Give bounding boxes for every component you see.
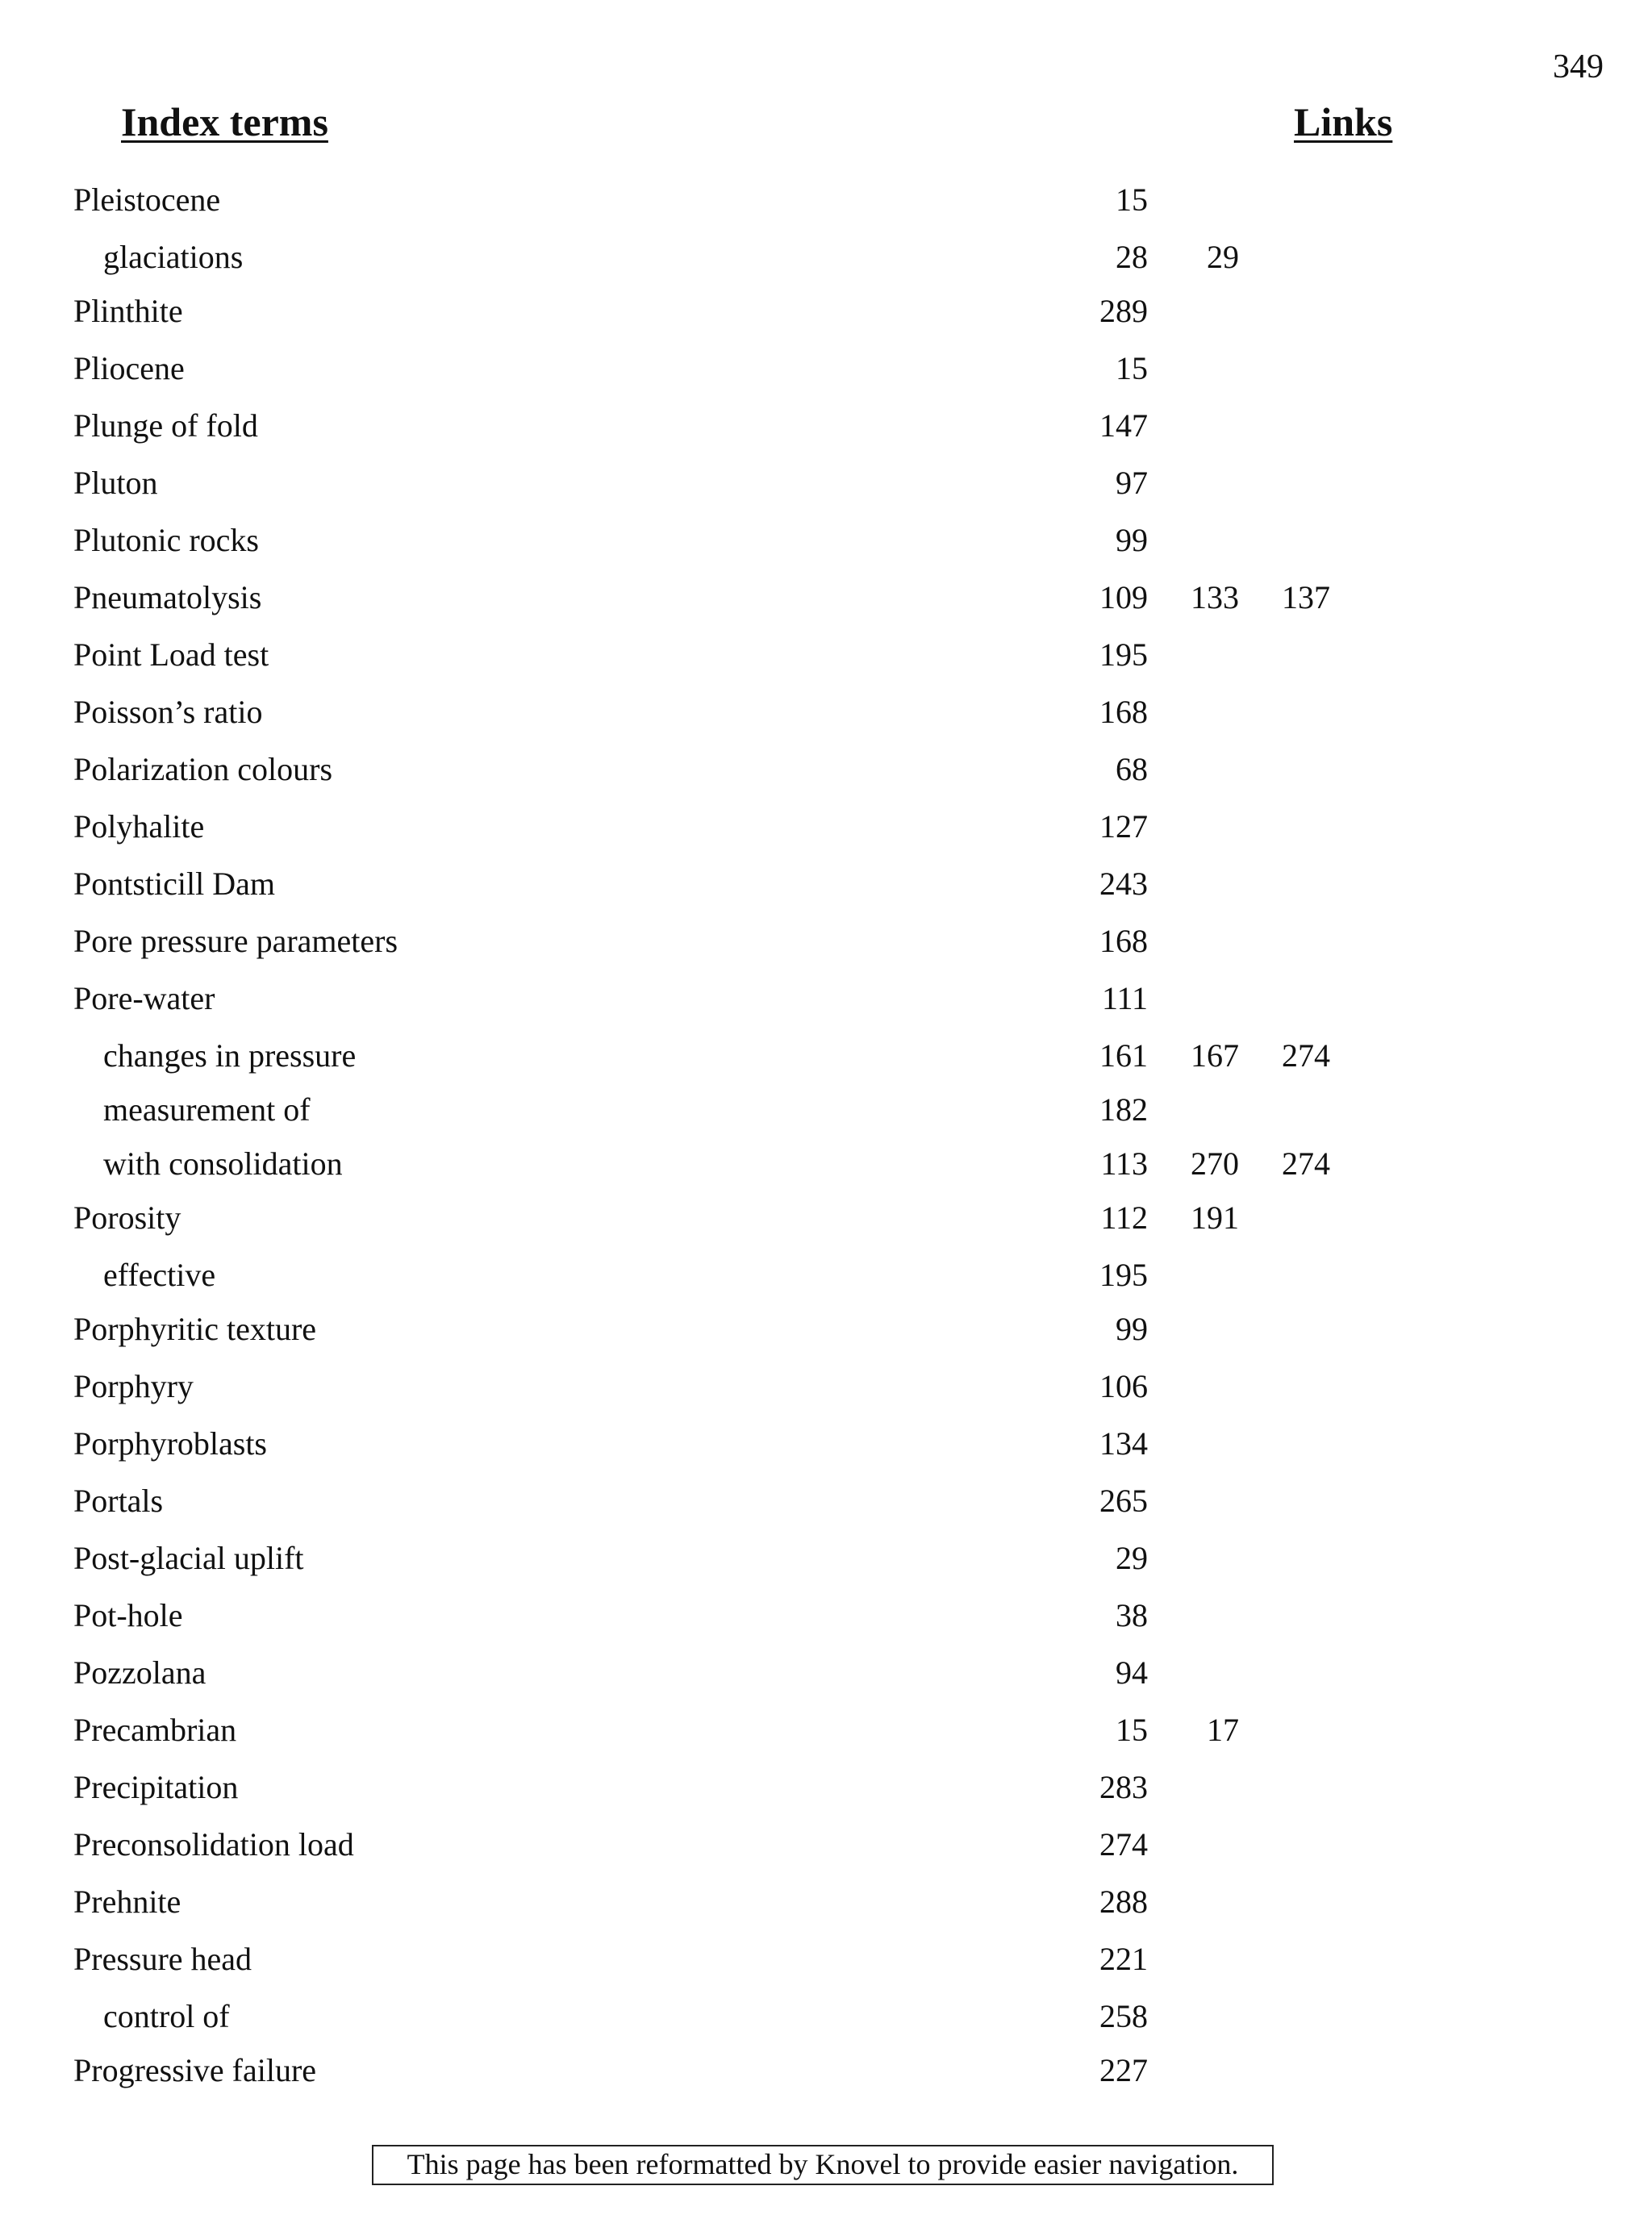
- page-link[interactable]: 137: [1282, 579, 1330, 615]
- page-link[interactable]: 274: [1282, 1145, 1330, 1182]
- index-term: measurement of: [103, 1091, 311, 1128]
- index-entry: [0, 176, 1652, 233]
- index-subentry: [0, 1140, 1652, 1194]
- index-entry: [0, 1591, 1652, 1649]
- index-term: Pliocene: [73, 350, 185, 386]
- page-link[interactable]: 38: [1116, 1597, 1148, 1633]
- index-term: Pleistocene: [73, 181, 221, 218]
- page-link[interactable]: 195: [1099, 636, 1148, 673]
- index-term: Portals: [73, 1483, 164, 1519]
- index-term: Precipitation: [73, 1769, 239, 1805]
- index-term: Porphyry: [73, 1368, 194, 1404]
- page-link[interactable]: 168: [1099, 923, 1148, 959]
- index-entry: [0, 1763, 1652, 1821]
- index-entry-list: [0, 176, 1652, 2104]
- index-entry: [0, 631, 1652, 688]
- index-term: Poisson’s ratio: [73, 694, 263, 730]
- index-term: glaciations: [103, 239, 244, 275]
- page-link[interactable]: 68: [1116, 751, 1148, 787]
- page-number: 349: [1553, 48, 1604, 86]
- index-term: Polarization colours: [73, 751, 333, 787]
- page-link[interactable]: 167: [1191, 1037, 1239, 1074]
- index-term: Pot-hole: [73, 1597, 183, 1633]
- page-link[interactable]: 133: [1191, 579, 1239, 615]
- page-link[interactable]: 112: [1100, 1199, 1148, 1236]
- page-link[interactable]: 111: [1101, 980, 1148, 1016]
- knovel-reformat-notice: This page has been reformatted by Knovel to provide easier navigation.: [372, 2145, 1274, 2185]
- index-term: Plunge of fold: [73, 407, 258, 444]
- page-link[interactable]: 106: [1099, 1368, 1148, 1404]
- index-term: Plinthite: [73, 293, 183, 329]
- page-link[interactable]: 147: [1099, 407, 1148, 444]
- index-entry: [0, 1420, 1652, 1477]
- page-link[interactable]: 15: [1116, 1712, 1148, 1748]
- index-entry: [0, 402, 1652, 459]
- index-term: Point Load test: [73, 636, 269, 673]
- index-entry: [0, 745, 1652, 803]
- index-entry: [0, 1362, 1652, 1420]
- index-entry: [0, 344, 1652, 402]
- index-term: control of: [103, 1998, 230, 2034]
- page-link[interactable]: 113: [1100, 1145, 1148, 1182]
- index-term: Post-glacial uplift: [73, 1540, 304, 1576]
- page-link[interactable]: 15: [1116, 350, 1148, 386]
- index-term: Polyhalite: [73, 808, 205, 845]
- index-entry: [0, 1878, 1652, 1935]
- index-term: Porphyritic texture: [73, 1311, 317, 1347]
- page-link[interactable]: 243: [1099, 866, 1148, 902]
- page-link[interactable]: 221: [1099, 1941, 1148, 1977]
- page-link[interactable]: 258: [1099, 1998, 1148, 2034]
- index-entry: [0, 1649, 1652, 1706]
- index-entry: [0, 1194, 1652, 1251]
- page-link[interactable]: 283: [1099, 1769, 1148, 1805]
- page-link[interactable]: 134: [1099, 1425, 1148, 1462]
- page-link[interactable]: 99: [1116, 1311, 1148, 1347]
- index-term: Pore pressure parameters: [73, 923, 398, 959]
- page-link[interactable]: 168: [1099, 694, 1148, 730]
- index-entry: [0, 1821, 1652, 1878]
- index-entry: [0, 1706, 1652, 1763]
- page-link[interactable]: 29: [1116, 1540, 1148, 1576]
- page-link[interactable]: 274: [1099, 1826, 1148, 1863]
- index-term: Porphyroblasts: [73, 1425, 267, 1462]
- index-term: Pressure head: [73, 1941, 252, 1977]
- index-subentry: [0, 1992, 1652, 2046]
- index-term: with consolidation: [103, 1145, 343, 1182]
- page-link[interactable]: 109: [1099, 579, 1148, 615]
- page-link[interactable]: 15: [1116, 181, 1148, 218]
- page-link[interactable]: 29: [1207, 239, 1239, 275]
- index-term: changes in pressure: [103, 1037, 357, 1074]
- index-term: Pore-water: [73, 980, 215, 1016]
- page-link[interactable]: 94: [1116, 1654, 1148, 1691]
- index-term: Plutonic rocks: [73, 522, 259, 558]
- page-link[interactable]: 161: [1099, 1037, 1148, 1074]
- page-link[interactable]: 182: [1099, 1091, 1148, 1128]
- index-subentry: [0, 233, 1652, 287]
- page-link[interactable]: 191: [1191, 1199, 1239, 1236]
- index-entry: [0, 1305, 1652, 1362]
- index-term: Pluton: [73, 465, 158, 501]
- page-link[interactable]: 289: [1099, 293, 1148, 329]
- page-link[interactable]: 97: [1116, 465, 1148, 501]
- page-link[interactable]: 28: [1116, 239, 1148, 275]
- index-terms-header: Index terms: [121, 99, 328, 144]
- page-link[interactable]: 274: [1282, 1037, 1330, 1074]
- page-link[interactable]: 99: [1116, 522, 1148, 558]
- index-entry: [0, 516, 1652, 574]
- page-link[interactable]: 270: [1191, 1145, 1239, 1182]
- index-term: Pneumatolysis: [73, 579, 262, 615]
- index-term: Progressive failure: [73, 2052, 317, 2088]
- index-term: Pontsticill Dam: [73, 866, 275, 902]
- page-link[interactable]: 288: [1099, 1883, 1148, 1920]
- index-term: effective: [103, 1257, 216, 1293]
- index-entry: [0, 2046, 1652, 2104]
- index-term: Precambrian: [73, 1712, 237, 1748]
- index-term: Prehnite: [73, 1883, 181, 1920]
- index-subentry: [0, 1086, 1652, 1140]
- page-link[interactable]: 127: [1099, 808, 1148, 845]
- index-term: Porosity: [73, 1199, 181, 1236]
- page-link[interactable]: 195: [1099, 1257, 1148, 1293]
- index-entry: [0, 1477, 1652, 1534]
- page-link[interactable]: 227: [1099, 2052, 1148, 2088]
- index-entry: [0, 459, 1652, 516]
- index-subentry: [0, 1251, 1652, 1305]
- index-entry: [0, 688, 1652, 745]
- index-subentry: [0, 1032, 1652, 1086]
- index-entry: [0, 574, 1652, 631]
- index-entry: [0, 860, 1652, 917]
- index-entry: [0, 917, 1652, 974]
- page-link[interactable]: 265: [1099, 1483, 1148, 1519]
- index-entry: [0, 974, 1652, 1032]
- index-entry: [0, 1935, 1652, 1992]
- page-link[interactable]: 17: [1207, 1712, 1239, 1748]
- index-term: Preconsolidation load: [73, 1826, 354, 1863]
- index-entry: [0, 1534, 1652, 1591]
- index-entry: [0, 803, 1652, 860]
- index-entry: [0, 287, 1652, 344]
- index-term: Pozzolana: [73, 1654, 206, 1691]
- links-header: Links: [1294, 99, 1393, 144]
